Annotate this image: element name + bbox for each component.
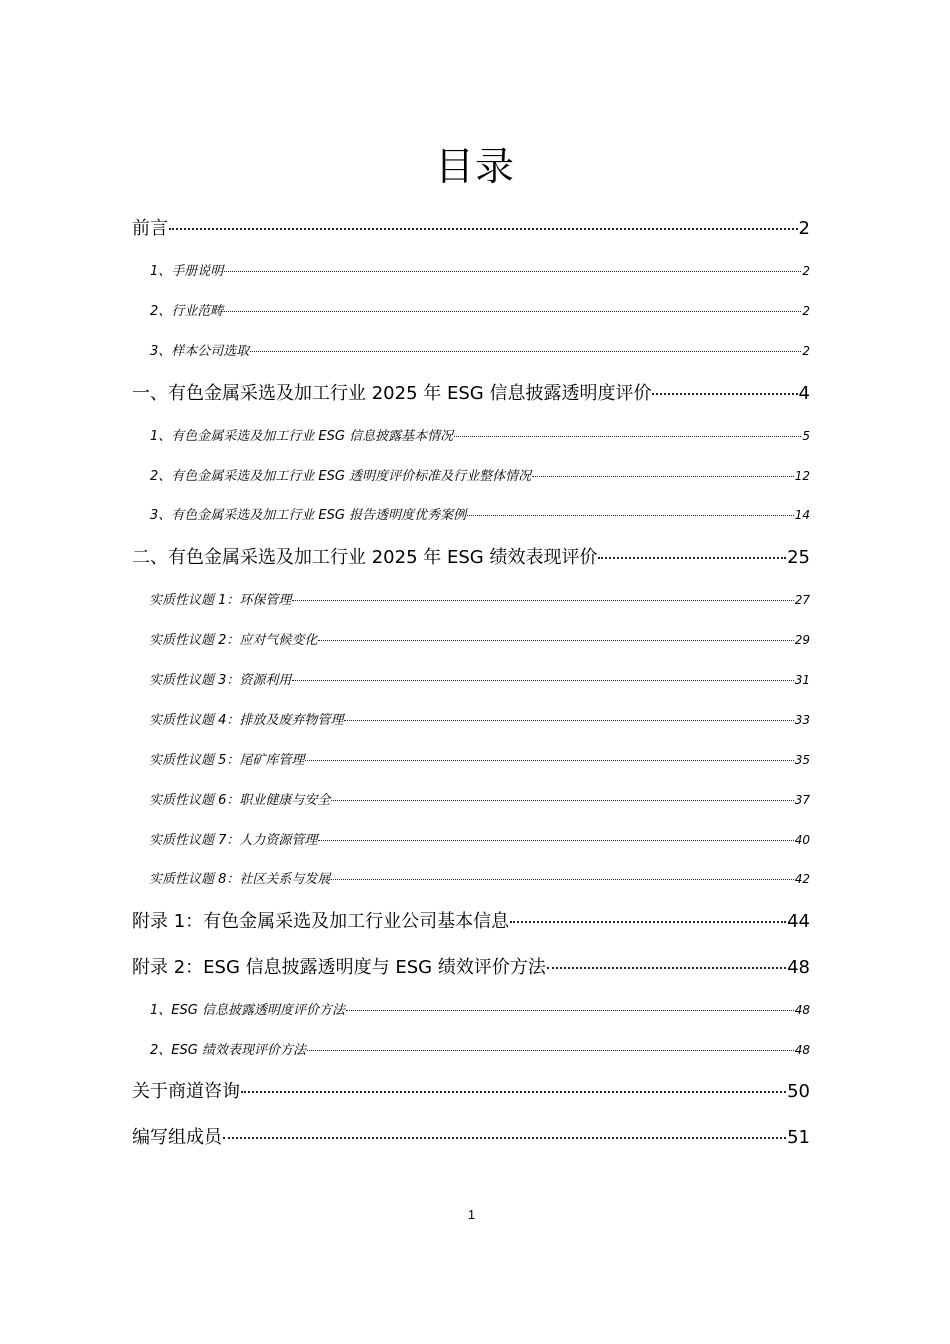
toc-entry-page: 4	[798, 383, 810, 404]
dot-leader	[318, 831, 793, 844]
toc-entry-page: 51	[787, 1127, 810, 1148]
dot-leader	[598, 545, 786, 563]
toc-entry-topic-6[interactable]	[132, 791, 810, 810]
toc-entry-page: 37	[794, 793, 810, 807]
toc-entry-page: 29	[794, 633, 810, 647]
dot-leader	[344, 711, 793, 724]
toc-entry-section-1-1[interactable]	[132, 427, 810, 446]
toc-entry-topic-1[interactable]	[132, 591, 810, 610]
toc-entry-preface[interactable]	[132, 216, 810, 241]
dot-leader	[547, 955, 786, 973]
dot-leader	[510, 909, 786, 927]
toc-entry-label: 附录 2：ESG 信息披露透明度与 ESG 绩效评价方法	[132, 957, 546, 978]
toc-entry-section-1[interactable]	[132, 381, 810, 406]
toc-entry-page: 14	[794, 508, 810, 522]
toc-entry-label: 实质性议题 7：人力资源管理	[149, 833, 318, 848]
toc-entry-label: 3、样本公司选取	[150, 344, 250, 359]
dot-leader	[305, 751, 793, 764]
toc-entry-page: 2	[802, 264, 810, 278]
toc-entry-page: 2	[798, 218, 810, 239]
dot-leader	[467, 506, 794, 519]
toc-entry-appendix-2-1[interactable]	[132, 1001, 810, 1020]
dot-leader	[532, 467, 794, 480]
toc-entry-page: 27	[794, 593, 810, 607]
dot-leader	[346, 1001, 794, 1014]
toc-entry-label: 前言	[132, 218, 168, 239]
toc-entry-label: 2、有色金属采选及加工行业 ESG 透明度评价标准及行业整体情况	[150, 469, 532, 484]
toc-entry-page: 2	[802, 344, 810, 358]
toc-entry-label: 实质性议题 6：职业健康与安全	[149, 793, 331, 808]
toc-entry-manual-description[interactable]	[132, 262, 810, 281]
toc-entry-page: 31	[794, 673, 810, 687]
toc-entry-label: 关于商道咨询	[132, 1081, 240, 1102]
toc-entry-label: 实质性议题 8：社区关系与发展	[149, 872, 331, 887]
dot-leader	[292, 591, 793, 604]
toc-entry-page: 48	[787, 957, 810, 978]
toc-entry-topic-2[interactable]	[132, 631, 810, 650]
toc-entry-label: 实质性议题 5：尾矿库管理	[149, 753, 305, 768]
dot-leader	[224, 262, 801, 275]
toc-entry-page: 33	[794, 713, 810, 727]
toc-entry-appendix-1[interactable]	[132, 909, 810, 934]
dot-leader	[169, 216, 798, 234]
dot-leader	[292, 671, 793, 684]
toc-entry-label: 2、行业范畴	[150, 304, 224, 319]
toc-entry-industry-scope[interactable]	[132, 302, 810, 321]
toc-entry-label: 编写组成员	[132, 1127, 222, 1148]
toc-entry-page: 48	[794, 1003, 810, 1017]
toc-entry-label: 2、ESG 绩效表现评价方法	[150, 1043, 306, 1058]
toc-entry-page: 44	[787, 911, 810, 932]
toc-entry-about-syntao[interactable]	[132, 1079, 810, 1104]
dot-leader	[454, 427, 801, 440]
dot-leader	[331, 791, 793, 804]
dot-leader	[331, 870, 793, 883]
page-number: 1	[467, 1207, 476, 1222]
toc-entry-section-1-3[interactable]	[132, 506, 810, 525]
toc-entry-editorial-team[interactable]	[132, 1125, 810, 1150]
toc-entry-topic-3[interactable]	[132, 671, 810, 690]
toc-entry-topic-4[interactable]	[132, 711, 810, 730]
toc-entry-label: 实质性议题 4：排放及废弃物管理	[149, 713, 344, 728]
toc-entry-label: 附录 1：有色金属采选及加工行业公司基本信息	[132, 911, 510, 932]
toc-entry-page: 42	[794, 872, 810, 886]
toc-entry-section-2[interactable]	[132, 545, 810, 570]
toc-entry-label: 实质性议题 2：应对气候变化	[149, 633, 318, 648]
toc-entry-label: 1、有色金属采选及加工行业 ESG 信息披露基本情况	[150, 429, 454, 444]
toc-entry-label: 实质性议题 3：资源利用	[149, 673, 292, 688]
toc-entry-topic-8[interactable]	[132, 870, 810, 889]
toc-entry-label: 1、手册说明	[150, 264, 224, 279]
toc-entry-label: 二、有色金属采选及加工行业 2025 年 ESG 绩效表现评价	[132, 547, 598, 568]
toc-entry-sample-selection[interactable]	[132, 342, 810, 361]
toc-entry-label: 实质性议题 1：环保管理	[149, 593, 292, 608]
toc-entry-section-1-2[interactable]	[132, 467, 810, 486]
toc-entry-appendix-2[interactable]	[132, 955, 810, 980]
toc-entry-page: 35	[794, 753, 810, 767]
dot-leader	[652, 381, 797, 399]
toc-entry-label: 1、ESG 信息披露透明度评价方法	[150, 1003, 345, 1018]
toc-entry-page: 48	[794, 1043, 810, 1057]
toc-entry-page: 12	[794, 469, 810, 483]
toc-title: 目录	[434, 145, 515, 190]
toc-entry-page: 40	[794, 833, 810, 847]
toc-entry-label: 一、有色金属采选及加工行业 2025 年 ESG 信息披露透明度评价	[132, 383, 652, 404]
toc-entry-page: 5	[802, 429, 810, 443]
toc-entry-label: 3、有色金属采选及加工行业 ESG 报告透明度优秀案例	[150, 508, 467, 523]
dot-leader	[224, 302, 801, 315]
toc-entry-page: 25	[787, 547, 810, 568]
toc-entry-topic-7[interactable]	[132, 831, 810, 850]
toc-entry-page: 50	[787, 1081, 810, 1102]
dot-leader	[318, 631, 793, 644]
dot-leader	[223, 1125, 786, 1143]
dot-leader	[307, 1041, 794, 1054]
toc-entry-page: 2	[802, 304, 810, 318]
dot-leader	[241, 1079, 786, 1097]
toc-entry-topic-5[interactable]	[132, 751, 810, 770]
dot-leader	[250, 342, 801, 355]
toc-entry-appendix-2-2[interactable]	[132, 1041, 810, 1060]
